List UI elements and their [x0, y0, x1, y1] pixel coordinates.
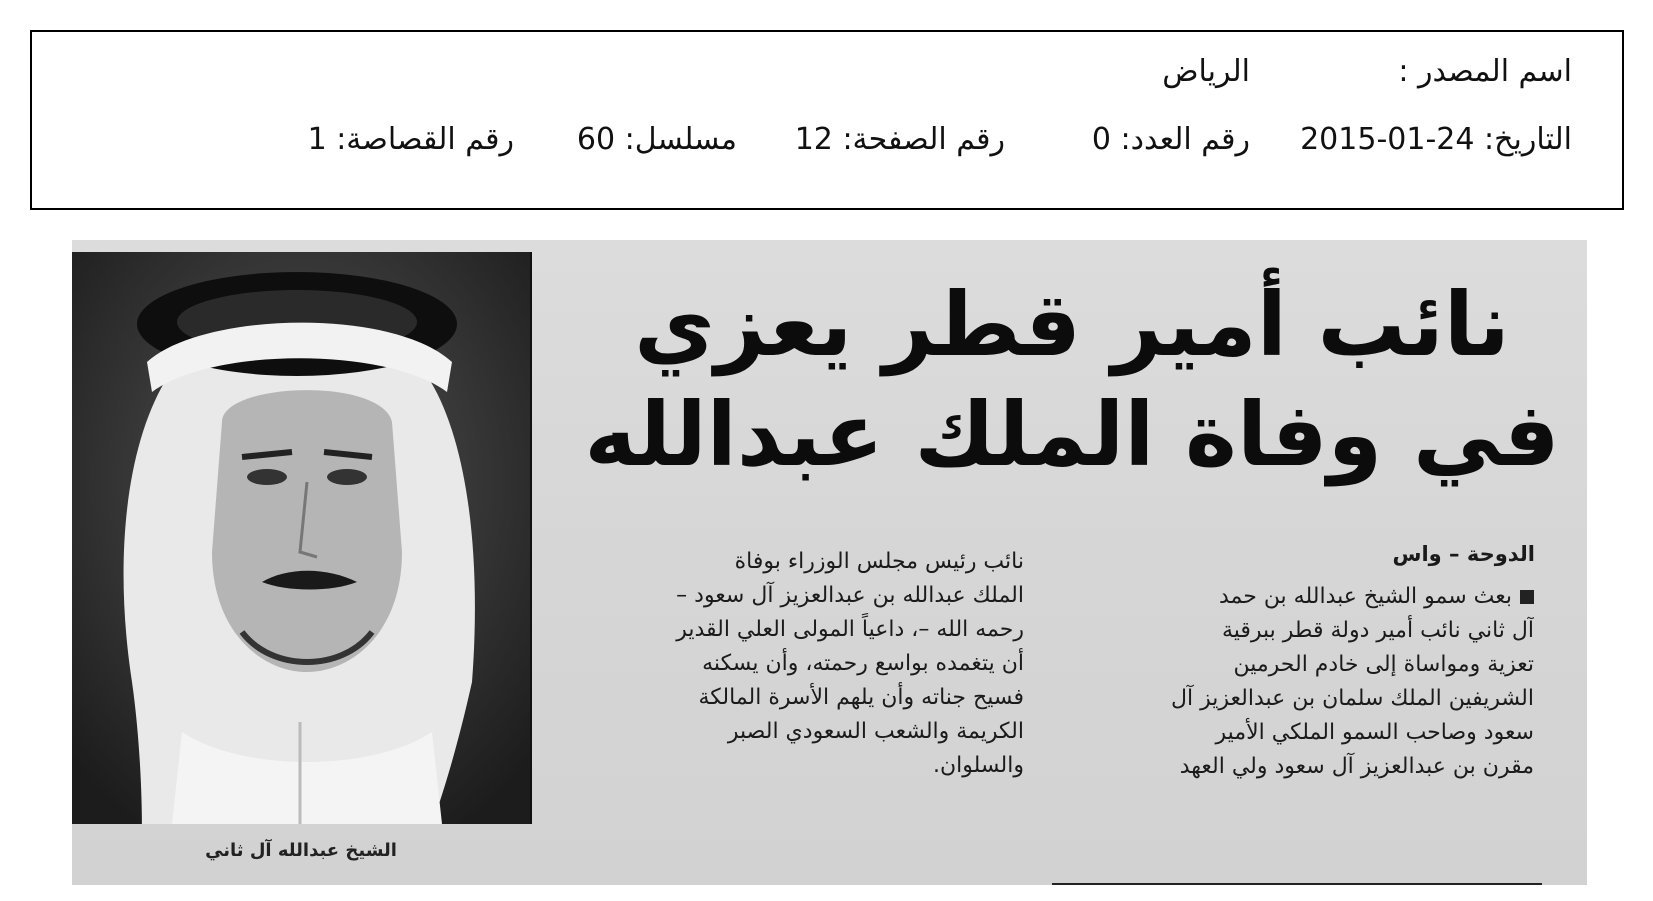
column-line: والسلوان. [933, 753, 1024, 778]
column-line: نائب رئيس مجلس الوزراء بوفاة [734, 549, 1024, 574]
source-value: الرياض [1162, 54, 1250, 89]
clip-number-field: رقم القصاصة: 1 [307, 122, 514, 157]
column-line: بعث سمو الشيخ عبدالله بن حمد [1072, 580, 1534, 614]
source-label: اسم المصدر : [1398, 54, 1572, 89]
bullet-square-icon [1520, 590, 1534, 604]
column-line: رحمه الله –، داعياً المولى العلي القدير [676, 617, 1024, 642]
column-line: الملك عبدالله بن عبدالعزيز آل سعود – [676, 583, 1024, 608]
article-column-left [562, 545, 1024, 783]
clipping-metadata-box [30, 30, 1624, 210]
dateline: الدوحة – واس [1392, 542, 1535, 566]
portrait-photo [72, 252, 530, 824]
newspaper-clipping [72, 240, 1587, 885]
headline-line-2: في وفاة الملك عبدالله [584, 383, 1560, 486]
column-line: الشريفين الملك سلمان بن عبدالعزيز آل [1171, 686, 1534, 711]
column-line: سعود وصاحب السمو الملكي الأمير [1215, 720, 1534, 745]
headline-line-1: نائب أمير قطر يعزي [634, 273, 1510, 376]
page-field: رقم الصفحة: 12 [794, 122, 1005, 157]
date-field: التاريخ: 24-01-2015 [1300, 122, 1572, 157]
photo-caption: الشيخ عبدالله آل ثاني [205, 840, 397, 861]
column-line: أن يتغمده بواسع رحمته، وأن يسكنه [702, 651, 1024, 676]
article-column-right [1072, 580, 1534, 784]
serial-field: مسلسل: 60 [576, 122, 737, 157]
photo-frame-divider [530, 252, 532, 824]
column-line: الكريمة والشعب السعودي الصبر [727, 719, 1024, 744]
column-line: آل ثاني نائب أمير دولة قطر ببرقية [1221, 618, 1534, 643]
portrait-photo-icon [72, 252, 530, 824]
column-line: تعزية ومواساة إلى خادم الحرمين [1233, 652, 1534, 677]
column-line: فسيح جناته وأن يلهم الأسرة المالكة [698, 685, 1024, 710]
column-line: مقرن بن عبدالعزيز آل سعود ولي العهد [1179, 754, 1534, 779]
issue-field: رقم العدد: 0 [1091, 122, 1250, 157]
bottom-rule-divider [1052, 883, 1542, 885]
